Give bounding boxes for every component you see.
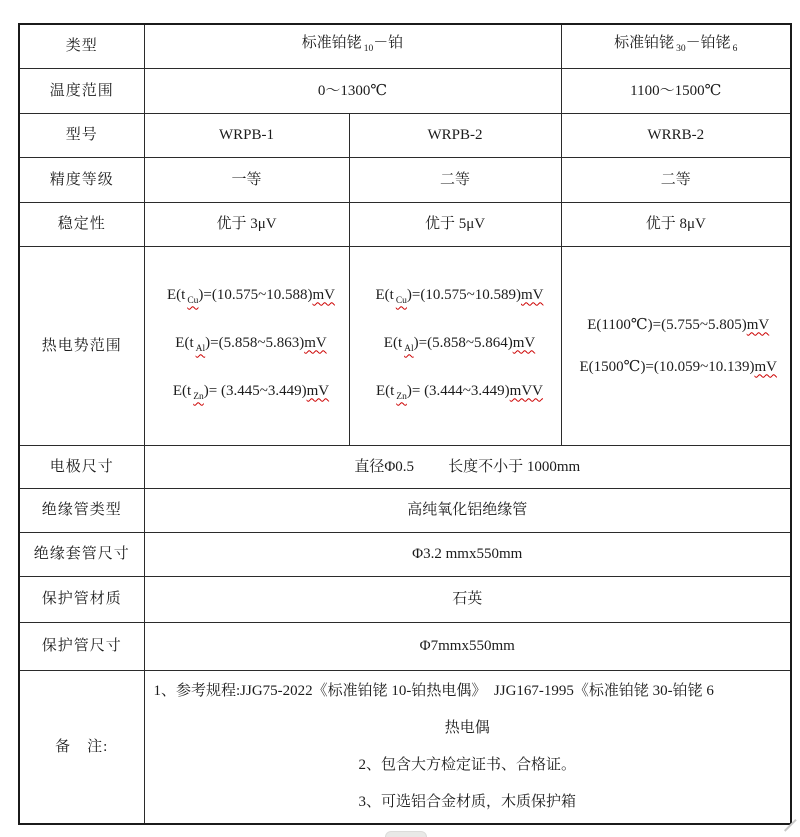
row-electrode-size [19, 445, 791, 488]
cell-emf-wrrb2 [561, 246, 791, 445]
electrode-diameter: 直径Φ0.5 [354, 458, 415, 475]
cell-stability-2: 优于 5μV [349, 202, 561, 246]
emf-formula-al [154, 333, 349, 359]
row-label-temp-range: 温度范围 [19, 68, 144, 113]
formula-subscript: Zn [193, 391, 204, 402]
cell-insulation-type: 高纯氧化铝绝缘管 [144, 488, 791, 532]
formula-prefix: E(t [375, 382, 395, 399]
cell-remarks [144, 670, 791, 824]
formula-value: )=(5.858~5.863) [205, 334, 305, 351]
formula-value: )= (3.444~3.449) [406, 382, 510, 399]
emf-formula-cu [154, 285, 349, 311]
formula-unit: mV [512, 334, 536, 351]
formula-prefix: E(t [175, 334, 194, 351]
row-protection-size [19, 622, 791, 670]
formula-value: )= (3.445~3.449) [203, 382, 307, 399]
formula-value: )=(10.575~10.588) [198, 286, 313, 303]
row-label-remarks: 备 注: [19, 670, 144, 824]
row-label-insulation-type: 绝缘管类型 [19, 488, 144, 532]
row-stability [19, 202, 791, 246]
formula-value: )=(10.575~10.589) [406, 286, 521, 303]
formula-prefix: E(1100℃)=(5.755~5.805) [587, 316, 747, 333]
formula-unit: mV [754, 358, 777, 375]
row-label-stability: 稳定性 [19, 202, 144, 246]
row-protection-material [19, 576, 791, 622]
type-a-subscript: 10 [363, 44, 374, 55]
emf-formula-1500 [567, 357, 791, 377]
cell-model-1: WRPB-1 [144, 113, 349, 157]
remark-note-1-wrap: 热电偶 [444, 719, 490, 736]
formula-unit: mV [312, 286, 335, 303]
row-label-emf-range: 热电势范围 [19, 246, 144, 445]
cell-model-3: WRRB-2 [561, 113, 791, 157]
row-accuracy [19, 157, 791, 202]
formula-unit: mV [520, 286, 544, 303]
cell-electrode-size [144, 445, 791, 488]
formula-subscript: Zn [396, 391, 407, 402]
row-insulation-type [19, 488, 791, 532]
remark-note-3: 3、可选铝合金材质，木质保护箱 [358, 793, 576, 810]
type-a-text: 标准铂铑 [301, 35, 362, 52]
scroll-pill[interactable] [385, 831, 427, 837]
formula-prefix: E(t [172, 382, 192, 399]
row-label-accuracy: 精度等级 [19, 157, 144, 202]
formula-prefix: E(t [383, 334, 403, 351]
row-temp-range [19, 68, 791, 113]
formula-unit: mVV [509, 382, 544, 399]
cell-emf-wrpb2 [349, 246, 561, 445]
cell-protection-material: 石英 [144, 576, 791, 622]
cell-emf-wrpb1 [144, 246, 349, 445]
row-label-protection-size: 保护管尺寸 [19, 622, 144, 670]
type-b-subscript: 30 [676, 44, 686, 55]
thermocouple-spec-table [18, 23, 792, 825]
type-b-text2: －铂铑 [685, 35, 731, 52]
row-type [19, 24, 791, 68]
row-remarks [19, 670, 791, 824]
emf-formula-al [359, 333, 561, 359]
cell-type-standard-a [144, 24, 561, 68]
row-label-insulation-size: 绝缘套管尺寸 [19, 532, 144, 576]
formula-prefix: E(1500℃)=(10.059~10.139) [579, 358, 755, 375]
electrode-length: 长度不小于 1000mm [448, 458, 581, 475]
cell-stability-3: 优于 8μV [561, 202, 791, 246]
formula-prefix: E(t [167, 286, 186, 303]
row-insulation-size [19, 532, 791, 576]
formula-prefix: E(t [375, 286, 394, 303]
emf-formula-zn [154, 381, 349, 407]
row-label-model: 型号 [19, 113, 144, 157]
type-a-text2: －铂 [373, 35, 404, 52]
row-model [19, 113, 791, 157]
formula-subscript: Al [404, 343, 414, 354]
formula-subscript: Al [195, 343, 206, 354]
formula-subscript: Cu [395, 295, 407, 306]
formula-subscript: Cu [187, 295, 199, 306]
remark-note-1: 1、参考规程:JJG75-2022《标准铂铑 10-铂热电偶》 JJG167-1995《标准铂铑 30-铂铑 6 [153, 682, 714, 699]
row-emf-range [19, 246, 791, 445]
cell-protection-size: Φ7mmx550mm [144, 622, 791, 670]
cell-accuracy-2: 二等 [349, 157, 561, 202]
cell-temp-range-a: 0～1300℃ [144, 68, 561, 113]
emf-formula-1100 [567, 315, 791, 335]
cell-accuracy-3: 二等 [561, 157, 791, 202]
cell-type-standard-b [561, 24, 791, 68]
cell-insulation-size: Φ3.2 mmx550mm [144, 532, 791, 576]
emf-formula-cu [359, 285, 561, 311]
formula-unit: mV [746, 316, 770, 333]
formula-unit: mV [304, 334, 327, 351]
emf-formula-zn [359, 381, 561, 407]
cell-accuracy-1: 一等 [144, 157, 349, 202]
formula-value: )=(5.858~5.864) [413, 334, 513, 351]
type-b-text: 标准铂铑 [614, 35, 675, 52]
row-label-protection-material: 保护管材质 [19, 576, 144, 622]
formula-unit: mV [306, 382, 330, 399]
type-b-subscript2: 6 [732, 44, 738, 55]
cell-stability-1: 优于 3μV [144, 202, 349, 246]
row-label-type: 类型 [19, 24, 144, 68]
row-label-electrode-size: 电极尺寸 [19, 445, 144, 488]
remark-note-2: 2、包含大方检定证书、合格证。 [358, 756, 576, 773]
cell-model-2: WRPB-2 [349, 113, 561, 157]
cell-temp-range-b: 1100～1500℃ [561, 68, 791, 113]
